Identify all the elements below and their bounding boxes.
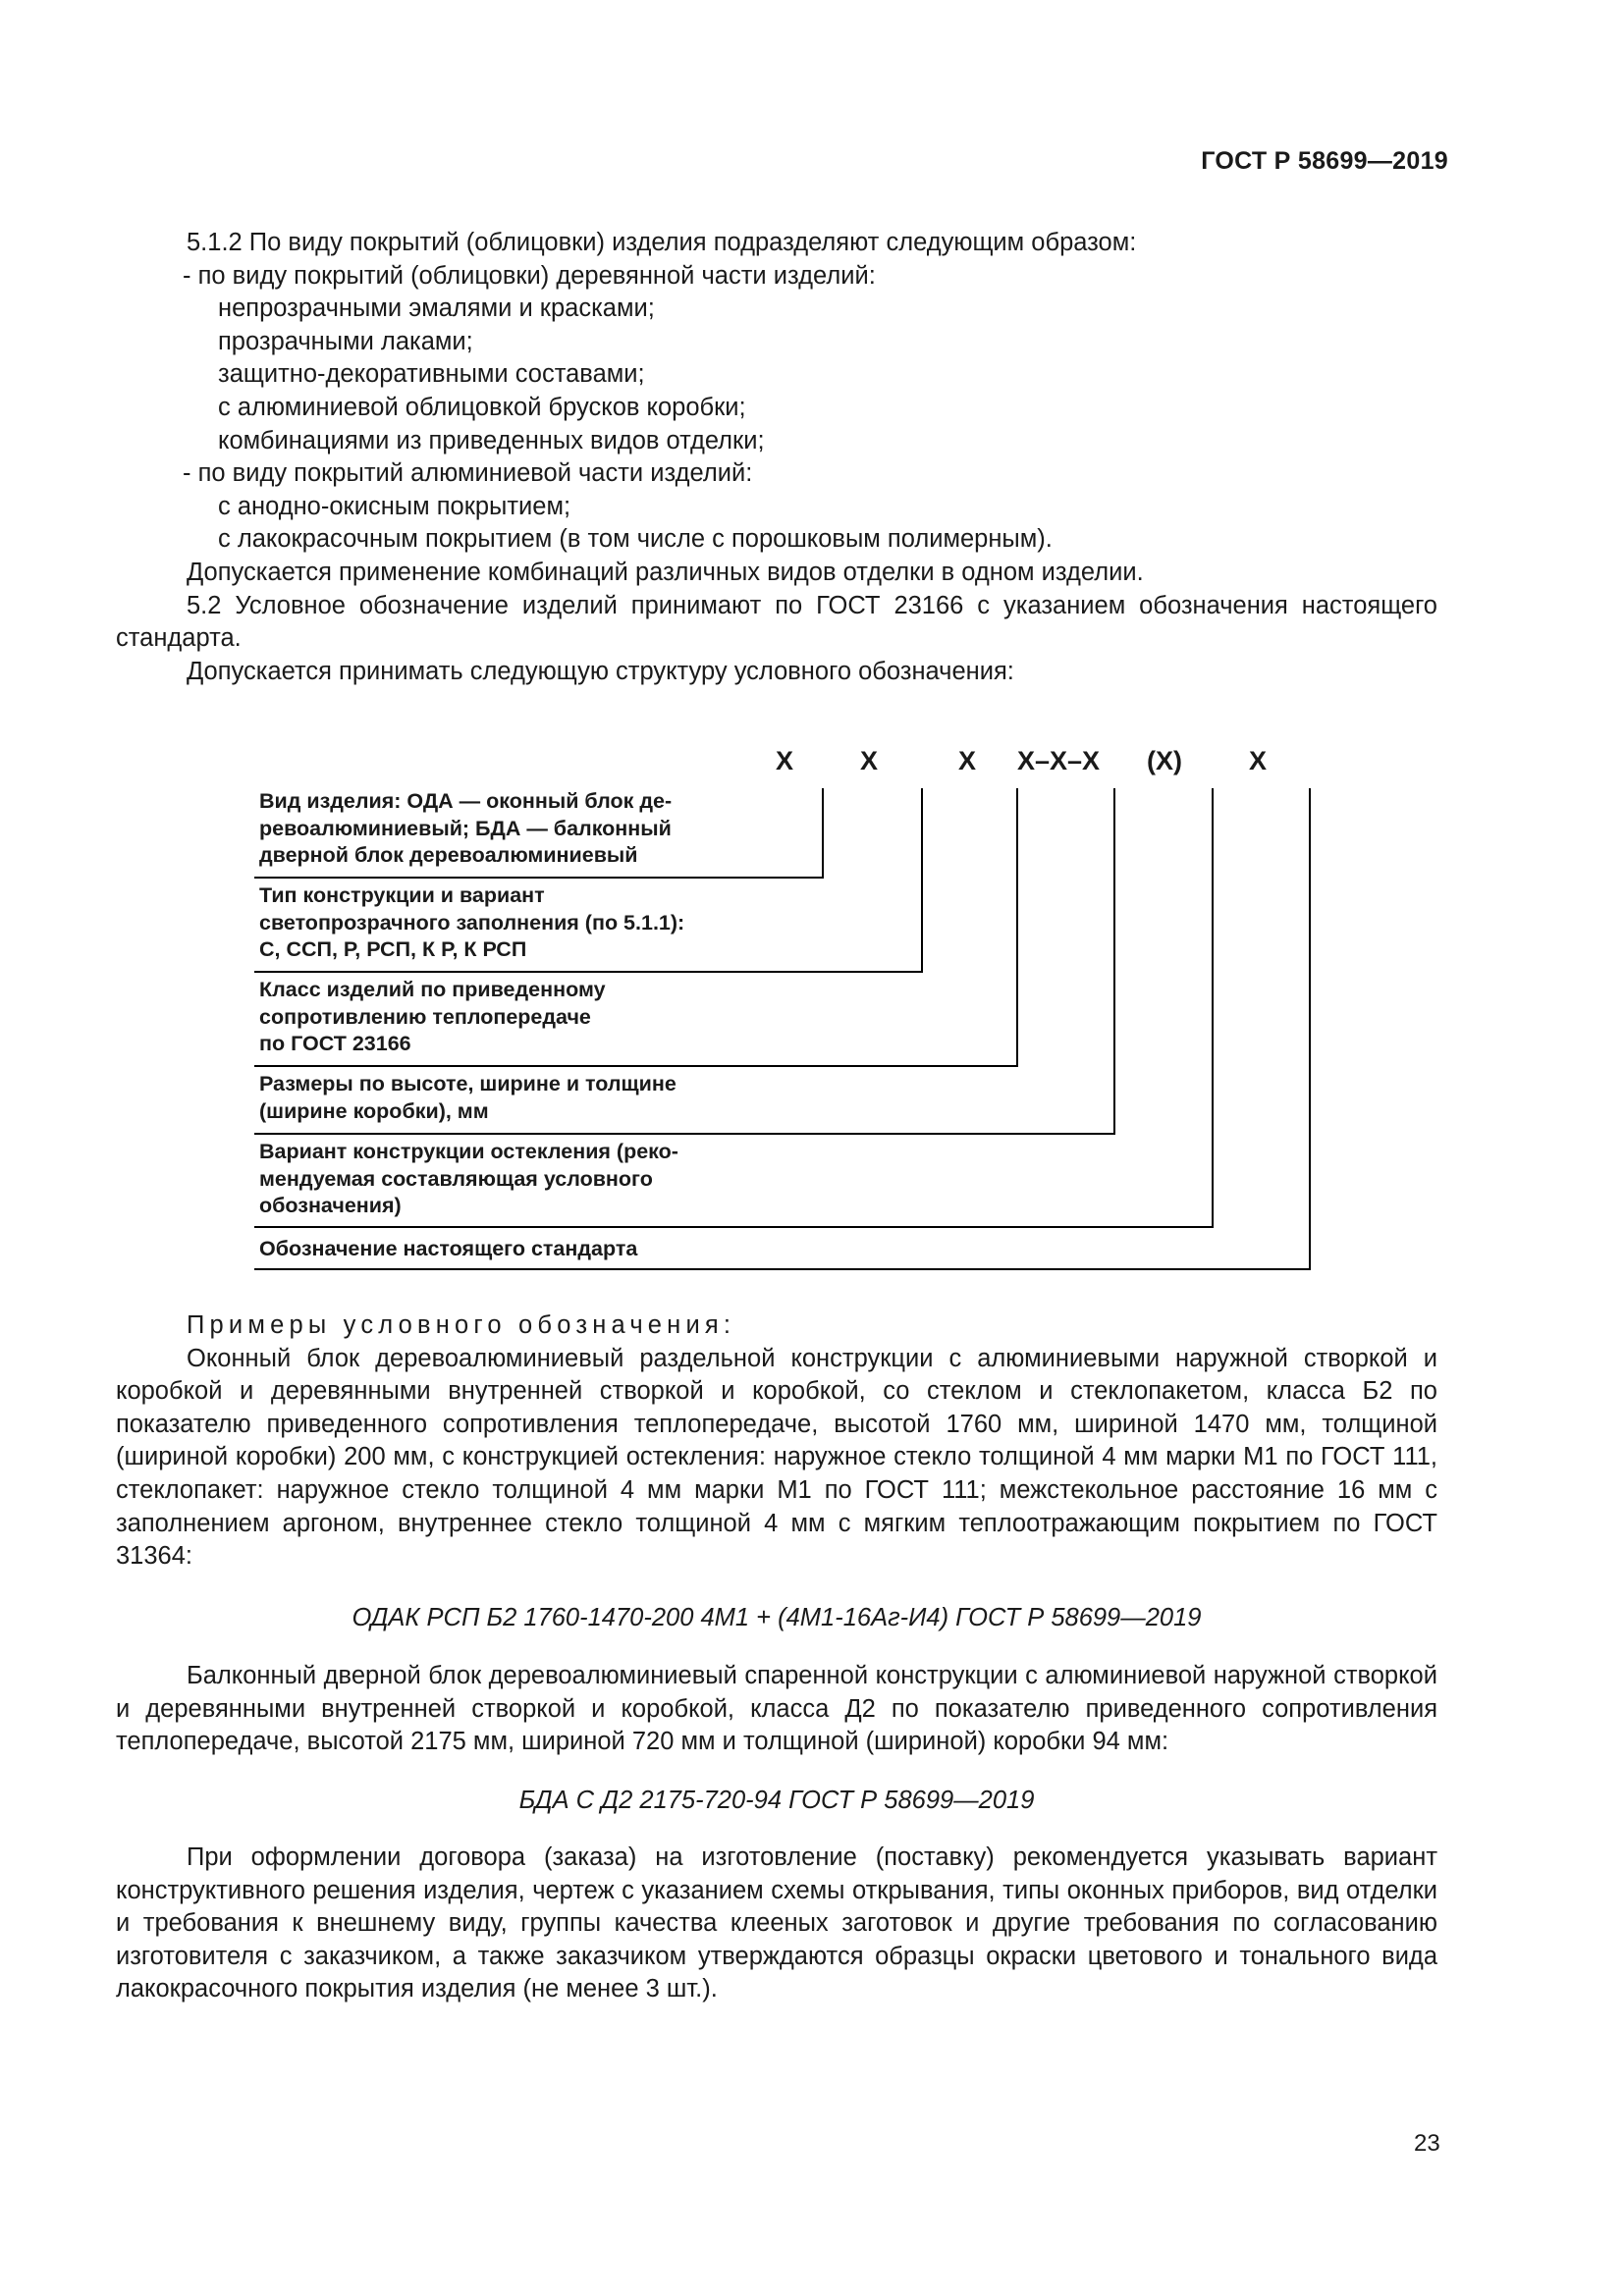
diagram-label-product-type: Вид изделия: ОДА — оконный блок де- ревоалюминиевый; БДА — балконный дверной блок деревоалюминиевый: [259, 789, 673, 867]
wood-item: прозрачными лаками;: [218, 327, 473, 355]
wood-item: непрозрачными эмалями и красками;: [218, 294, 655, 323]
diagram-mark: X: [860, 746, 879, 775]
example-1-code: ОДАК РСП Б2 1760-1470-200 4М1 + (4М1-16Аг-И4) ГОСТ Р 58699—2019: [352, 1604, 1202, 1631]
diagram-underline: [254, 971, 923, 973]
wood-item: защитно-декоративными составами;: [218, 360, 645, 389]
combo-note: Допускается применение комбинаций различных видов отделки в одном изделии.: [187, 558, 1144, 586]
section-5-2-text: 5.2 Условное обозначение изделий принимают по ГОСТ 23166 с указанием обозначения настоящего стандарта.: [116, 591, 1437, 653]
alu-item: с анодно-окисным покрытием;: [218, 492, 571, 520]
diagram-label-glazing: Вариант конструкции остекления (реко- мендуемая составляющая условного обозначения): [259, 1140, 678, 1217]
diagram-underline: [254, 877, 824, 879]
alu-item: с лакокрасочным покрытием (в том числе с порошковым полимерным).: [218, 525, 1053, 554]
diagram-connector: [822, 788, 824, 878]
diagram-connector: [921, 788, 923, 972]
diagram-connector: [1016, 788, 1018, 1066]
example-2-text: Балконный дверной блок деревоалюминиевый спаренной конструкции с алюминиевой наружной створкой и деревянными внутренней створкой и коробкой, класса Д2 по показателю приведенного сопротивления теплопередаче, высотой 2175 мм, шириной 720 мм и толщиной (шириной) коробки 94 мм:: [116, 1662, 1437, 1756]
diagram-underline: [254, 1268, 1311, 1270]
wood-item: с алюминиевой облицовкой брусков коробки;: [218, 393, 746, 421]
examples-heading: Примеры условного обозначения:: [187, 1311, 736, 1339]
diagram-label-construction-type: Тип конструкции и вариант светопрозрачного заполнения (по 5.1.1): С, ССП, Р, РСП, К Р, К РСП: [259, 883, 685, 961]
example-1-text: Оконный блок деревоалюминиевый раздельной конструкции с алюминиевыми наружной створкой и коробкой и деревянными внутренней створкой и коробкой, со стеклом и стеклопакетом, класса Б2 по показателю приведенного сопротивления теплопередаче, высотой 1760 мм, шириной 1470 мм, толщиной (шириной коробки) 200 мм, с конструкцией остекления: наружное стекло толщиной 4 мм марки М1 по ГОСТ 111, стеклопакет: наружное стекло толщиной 4 мм марки М1 по ГОСТ 111; межстекольное расстояние 16 мм с заполнением аргоном, внутреннее стекло толщиной 4 мм с мягким теплоотражающим покрытием по ГОСТ 31364:: [116, 1344, 1437, 1571]
diagram-underline: [254, 1133, 1115, 1135]
structure-note: Допускается принимать следующую структуру условного обозначения:: [187, 657, 1014, 685]
section-5-1-2: [116, 227, 1437, 688]
diagram-underline: [254, 1226, 1214, 1228]
diagram-mark: X–X–X: [1017, 746, 1101, 775]
diagram-connector: [1113, 788, 1115, 1134]
contract-note-block: [116, 1842, 1437, 2006]
wood-item: комбинациями из приведенных видов отделки;: [218, 426, 765, 454]
example-2-code: БДА С Д2 2175-720-94 ГОСТ Р 58699—2019: [518, 1787, 1035, 1814]
diagram-label-dimensions: Размеры по высоте, ширине и толщине (ширине коробки), мм: [259, 1072, 677, 1123]
section-5-1-2-intro: 5.1.2 По виду покрытий (облицовки) изделия подразделяют следующим образом:: [187, 229, 1137, 256]
diagram-connector: [1309, 788, 1311, 1269]
contract-note: При оформлении договора (заказа) на изготовление (поставку) рекомендуется указывать вариант конструктивного решения изделия, чертеж с указанием схемы открывания, типы оконных приборов, вид отделки и требования к внешнему виду, группы качества клееных заготовок и другие требования по согласованию изготовителя с заказчиком, а также заказчиком утверждаются образцы окраски цветового и тонального вида лакокрасочного покрытия изделия (не менее 3 шт.).: [116, 1843, 1437, 2003]
page-number: 23: [1414, 2130, 1440, 2157]
alu-coating-heading: - по виду покрытий алюминиевой части изделий:: [183, 459, 753, 488]
wood-coating-heading: - по виду покрытий (облицовки) деревянной части изделий:: [183, 261, 876, 290]
diagram-mark: X: [1249, 746, 1268, 775]
diagram-connector: [1212, 788, 1214, 1227]
example-2-block: [116, 1660, 1437, 1759]
document-header: ГОСТ Р 58699—2019: [1201, 147, 1448, 175]
diagram-label-class: Класс изделий по приведенному сопротивлению теплопередаче по ГОСТ 23166: [259, 978, 606, 1055]
diagram-underline: [254, 1065, 1018, 1067]
diagram-mark: X: [776, 746, 794, 775]
examples-block: [116, 1309, 1437, 1574]
diagram-mark: (X): [1147, 746, 1182, 775]
diagram-label-standard: Обозначение настоящего стандарта: [259, 1237, 638, 1260]
diagram-mark: X: [958, 746, 977, 775]
